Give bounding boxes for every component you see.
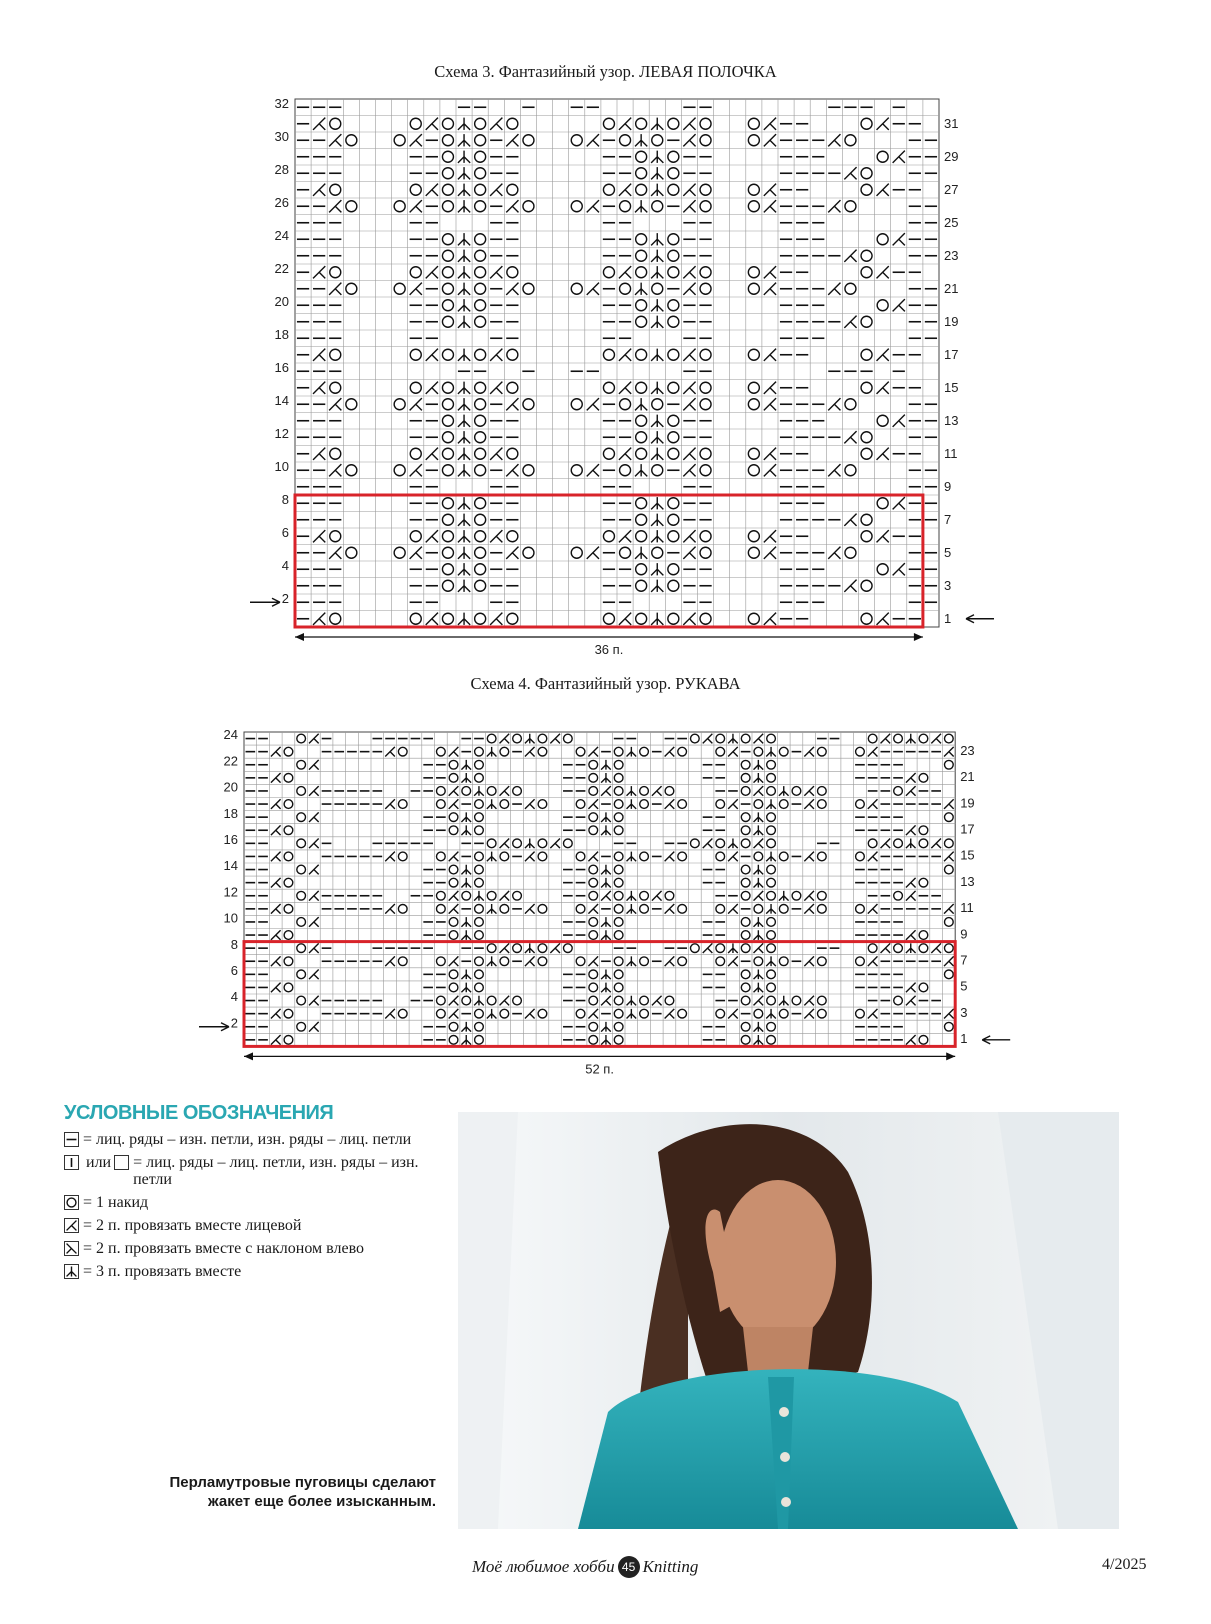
ssk-icon xyxy=(64,1241,79,1256)
start-arrow-left xyxy=(199,1023,229,1031)
issue-date: 4/2025 xyxy=(1102,1556,1147,1573)
row-number-left: 2 xyxy=(230,1015,238,1031)
row-number-left: 26 xyxy=(274,195,289,211)
row-number-right: 21 xyxy=(960,769,975,785)
legend-item-text: = лиц. ряды – изн. петли, изн. ряды – лиц. петли xyxy=(83,1131,412,1148)
row-number-right: 31 xyxy=(944,115,959,131)
row-number-left: 24 xyxy=(223,727,238,743)
row-number-left: 12 xyxy=(274,426,289,442)
row-number-right: 19 xyxy=(944,313,959,329)
k3tog-icon xyxy=(64,1264,79,1279)
page-number: 45 xyxy=(618,1556,640,1578)
row-number-left: 4 xyxy=(281,558,289,574)
row-number-left: 16 xyxy=(274,360,289,376)
row-number-right: 9 xyxy=(960,926,968,942)
legend-or-text: или xyxy=(86,1154,112,1171)
row-number-right: 23 xyxy=(960,742,975,758)
row-number-right: 15 xyxy=(944,379,959,395)
legend-heading: УСЛОВНЫЕ ОБОЗНАЧЕНИЯ xyxy=(64,1102,334,1124)
row-number-right: 25 xyxy=(944,214,959,230)
row-number-left: 20 xyxy=(274,294,289,310)
row-number-right: 7 xyxy=(960,952,968,968)
row-number-right: 13 xyxy=(960,873,975,889)
scheme4-title: Схема 4. Фантазийный узор. РУКАВА xyxy=(470,674,741,693)
row-number-left: 24 xyxy=(274,228,289,244)
legend-item xyxy=(64,1240,424,1257)
width-label: 36 п. xyxy=(594,642,624,657)
row-number-left: 22 xyxy=(223,753,238,769)
k2tog-icon xyxy=(64,1218,79,1233)
row-number-right: 11 xyxy=(960,900,974,916)
scheme3-chart xyxy=(250,96,994,657)
row-number-left: 22 xyxy=(274,261,289,277)
purl-dash-icon xyxy=(64,1132,79,1147)
row-number-left: 8 xyxy=(230,936,238,952)
legend xyxy=(64,1102,424,1286)
legend-item-text: = лиц. ряды – лиц. петли, изн. ряды – изн. петли xyxy=(133,1154,419,1188)
row-number-left: 10 xyxy=(274,459,289,475)
row-number-right: 11 xyxy=(944,445,958,461)
row-number-right: 9 xyxy=(944,478,952,494)
row-number-left: 6 xyxy=(230,963,238,979)
row-number-right: 19 xyxy=(960,795,975,811)
width-label: 52 п. xyxy=(585,1061,614,1077)
photo-woman-in-cardigan xyxy=(458,1112,1119,1529)
legend-item-text: = 2 п. провязать вместе с наклоном влево xyxy=(83,1240,365,1257)
legend-item-text: = 2 п. провязать вместе лицевой xyxy=(83,1217,302,1234)
scheme4-chart xyxy=(199,727,1010,1076)
start-arrow-right xyxy=(966,615,994,623)
legend-item-text: = 1 накид xyxy=(83,1194,149,1211)
k2tog-icon xyxy=(67,1221,77,1231)
row-number-left: 28 xyxy=(274,162,289,178)
row-number-left: 8 xyxy=(281,492,289,508)
legend-item xyxy=(64,1217,424,1234)
magazine-name: Моё любимое хобби xyxy=(472,1557,615,1576)
row-number-right: 23 xyxy=(944,247,959,263)
legend-item xyxy=(64,1194,424,1211)
row-number-left: 18 xyxy=(274,327,289,343)
row-number-left: 4 xyxy=(230,989,238,1005)
start-arrow-right xyxy=(982,1036,1010,1044)
row-number-right: 13 xyxy=(944,412,959,428)
row-number-right: 27 xyxy=(944,181,959,197)
legend-item xyxy=(64,1154,424,1188)
row-number-right: 17 xyxy=(944,346,959,362)
row-number-left: 6 xyxy=(281,525,289,541)
row-number-left: 14 xyxy=(274,393,289,409)
legend-item xyxy=(64,1131,424,1148)
empty-square-icon xyxy=(114,1155,129,1170)
row-number-right: 5 xyxy=(960,978,968,994)
row-number-right: 3 xyxy=(944,577,952,593)
yarn-over-icon xyxy=(67,1198,76,1207)
row-number-right: 15 xyxy=(960,847,975,863)
knit-bar-or-empty-icon xyxy=(64,1155,79,1170)
footer-magazine xyxy=(472,1556,698,1578)
row-number-left: 14 xyxy=(223,858,238,874)
row-number-right: 29 xyxy=(944,148,959,164)
row-number-left: 20 xyxy=(223,779,238,795)
row-number-left: 10 xyxy=(223,910,238,926)
row-number-left: 30 xyxy=(274,129,289,145)
start-arrow-left xyxy=(250,598,280,606)
row-number-right: 5 xyxy=(944,544,952,560)
k3tog-icon xyxy=(67,1267,77,1277)
row-number-right: 3 xyxy=(960,1004,968,1020)
yarn-over-icon xyxy=(64,1195,79,1210)
row-number-left: 18 xyxy=(223,805,238,821)
ssk-icon xyxy=(67,1244,77,1254)
row-number-right: 1 xyxy=(944,610,952,626)
row-number-left: 16 xyxy=(223,832,238,848)
row-number-left: 32 xyxy=(274,96,289,112)
scheme3-title: Схема 3. Фантазийный узор. ЛЕВАЯ ПОЛОЧКА xyxy=(434,62,777,81)
row-number-right: 7 xyxy=(944,511,952,527)
legend-item-text: = 3 п. провязать вместе xyxy=(83,1263,242,1280)
row-number-left: 2 xyxy=(281,591,289,607)
row-number-right: 1 xyxy=(960,1031,968,1047)
row-number-left: 12 xyxy=(223,884,238,900)
brand-name: Knitting xyxy=(642,1557,699,1576)
photo-caption: Перламутровые пуговицы сделают жакет еще более изысканным. xyxy=(169,1474,436,1510)
row-number-right: 21 xyxy=(944,280,959,296)
row-number-right: 17 xyxy=(960,821,975,837)
legend-item xyxy=(64,1263,424,1280)
